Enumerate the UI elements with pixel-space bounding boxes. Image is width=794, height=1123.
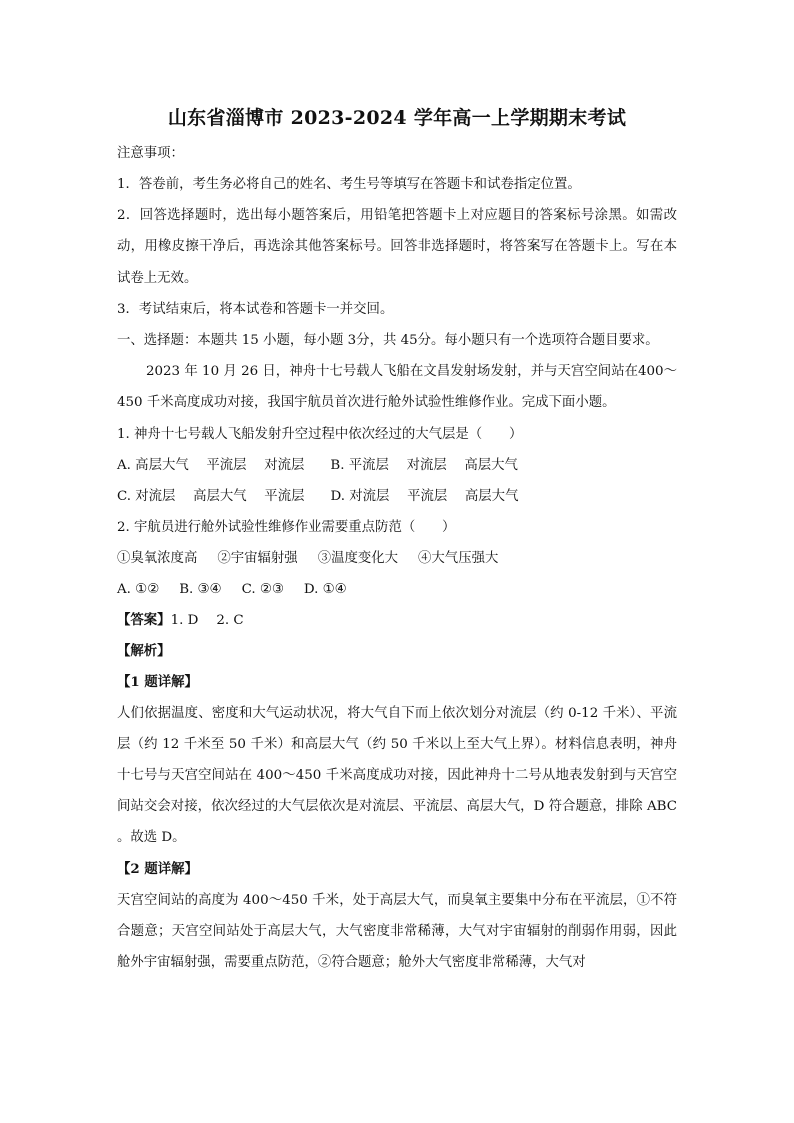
question-2-choice-1: ①臭氧浓度高	[117, 550, 198, 566]
question-1-option-b: B. 平流层 对流层 高层大气	[330, 457, 518, 473]
document-page	[117, 104, 677, 978]
question-2-choice-4: ④大气压强大	[418, 550, 499, 566]
answer-1: 1. D	[170, 612, 199, 628]
notes-item-3: 3．考试结束后，将本试卷和答题卡一并交回。	[117, 301, 394, 317]
answer-2: 2. C	[216, 612, 244, 628]
question-1-option-c: C. 对流层 高层大气 平流层	[117, 488, 305, 504]
question-2-option-d: D. ①④	[303, 581, 347, 597]
question-2-option-c: C. ②③	[241, 581, 284, 597]
question-2-option-b: B. ③④	[179, 581, 222, 597]
question-1-stem: 1. 神舟十七号载人飞船发射升空过程中依次经过的大气层是（ ）	[117, 426, 523, 442]
question-2-choice-2: ②宇宙辐射强	[217, 550, 298, 566]
question-1-options-row-2	[117, 481, 677, 512]
detail-2-text: 天宫空间站的高度为 400～450 千米，处于高层大气，而臭氧主要集中分布在平流层，①不符合题意；天宫空间站处于高层大气，大气密度非常稀薄，大气对宇宙辐射的削弱作用弱，因此舱外宇宙辐射强，需要重点防范，②符合题意；舱外大气密度非常稀薄，大气对	[117, 892, 677, 971]
material-paragraph: 2023 年 10 月 26 日，神舟十七号载人飞船在文昌发射场发射，并与天宫空间站在400～450 千米高度成功对接，我国宇航员首次进行舱外试验性维修作业。完成下面小题。	[117, 364, 677, 411]
page-title: 山东省淄博市 2023-2024 学年高一上学期期末考试	[167, 107, 627, 129]
question-2-options	[117, 574, 677, 605]
analysis-label: 【解析】	[117, 642, 171, 659]
notes-item-1: 1．答卷前，考生务必将自己的姓名、考生号等填写在答题卡和试卷指定位置。	[117, 177, 581, 192]
question-2-choices	[117, 543, 677, 574]
detail-2-label: 【2 题详解】	[117, 860, 198, 877]
question-2-choice-3: ③温度变化大	[317, 550, 399, 566]
question-2-option-a: A. ①②	[117, 581, 160, 597]
detail-1-label: 【1 题详解】	[117, 673, 198, 690]
notes-heading: 注意事项：	[117, 146, 184, 161]
section-heading: 一、选择题：本题共 15 小题，每小题 3分，共 45分。每小题只有一个选项符合题目要求。	[117, 333, 659, 349]
question-1-option-a: A. 高层大气 平流层 对流层	[117, 457, 305, 473]
question-1-options-row-1	[117, 450, 677, 481]
question-1-option-d: D. 对流层 平流层 高层大气	[330, 488, 519, 504]
notes-item-2: 2．回答选择题时，选出每小题答案后，用铅笔把答题卡上对应题目的答案标号涂黑。如需改动，用橡皮擦干净后，再选涂其他答案标号。回答非选择题时，将答案写在答题卡上。写在本试卷上无效。	[117, 208, 677, 286]
answer-label: 【答案】	[117, 611, 171, 628]
question-2-stem: 2. 宇航员进行舱外试验性维修作业需要重点防范（ ）	[117, 519, 456, 535]
detail-1-text: 人们依据温度、密度和大气运动状况，将大气自下而上依次划分对流层（约 0-12 千米）、平流层（约 12 千米至 50 千米）和高层大气（约 50 千米以上至大气上界）。材料信息表明，神舟十七号与天宫空间站在 400～450 千米高度成功对接，因此神舟十二号从地表发射到与天宫空间站交会对接，依次经过的大气层依次是对流层、平流层、高层大气，D 符合题意，排除 ABC 。故选 D。	[117, 705, 677, 846]
answer-line	[117, 605, 677, 636]
